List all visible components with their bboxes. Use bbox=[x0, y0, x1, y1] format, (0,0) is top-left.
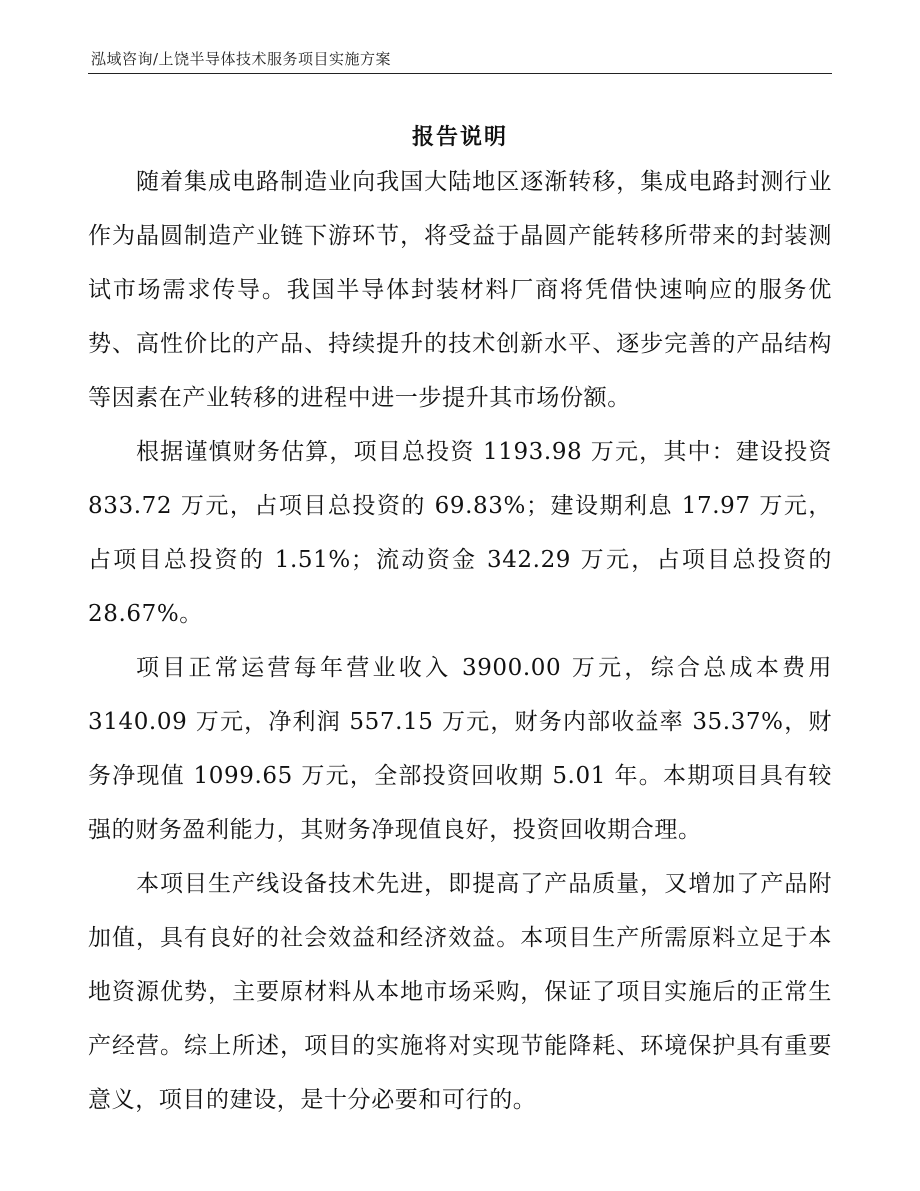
section-title: 报告说明 bbox=[411, 124, 508, 150]
paragraph-investment-estimate: 根据谨慎财务估算，项目总投资 1193.98 万元，其中：建设投资 833.72 万元，占项目总投资的 69.83%；建设期利息 17.97 万元，占项目总投资的 1.51%；流动资金 342.29 万元，占项目总投资的 28.67%。 bbox=[88, 439, 832, 627]
document-body bbox=[88, 155, 832, 1127]
paragraph-industry-background: 随着集成电路制造业向我国大陆地区逐渐转移，集成电路封测行业作为晶圆制造产业链下游环节，将受益于晶圆产能转移所带来的封装测试市场需求传导。我国半导体封装材料厂商将凭借快速响应的服务优势、高性价比的产品、持续提升的技术创新水平、逐步完善的产品结构等因素在产业转移的进程中进一步提升其市场份额。 bbox=[88, 169, 832, 411]
paragraph-financial-returns: 项目正常运营每年营业收入 3900.00 万元，综合总成本费用 3140.09 万元，净利润 557.15 万元，财务内部收益率 35.37%，财务净现值 1099.65 万元，全部投资回收期 5.01 年。本期项目具有较强的财务盈利能力，其财务净现值良好，投资回收期合理。 bbox=[88, 655, 832, 843]
paragraph-project-benefits: 本项目生产线设备技术先进，即提高了产品质量，又增加了产品附加值，具有良好的社会效益和经济效益。本项目生产所需原料立足于本地资源优势，主要原材料从本地市场采购，保证了项目实施后的正常生产经营。综上所述，项目的实施将对实现节能降耗、环境保护具有重要意义，项目的建设，是十分必要和可行的。 bbox=[88, 871, 832, 1113]
header-rule bbox=[88, 73, 832, 74]
page-header: 泓域咨询/上饶半导体技术服务项目实施方案 bbox=[91, 50, 392, 68]
